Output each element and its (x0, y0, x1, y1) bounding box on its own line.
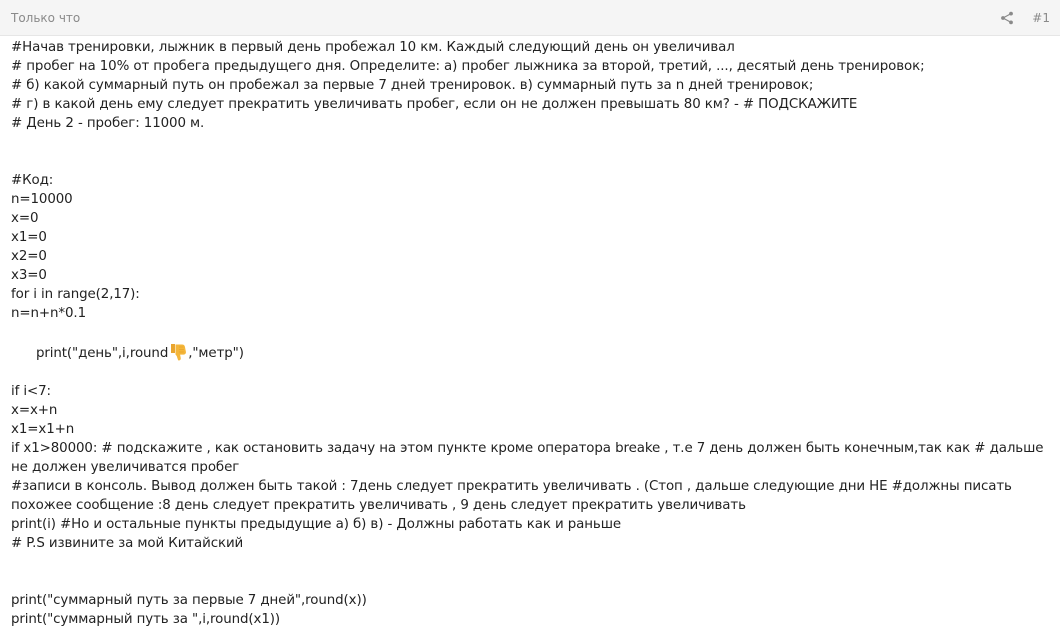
post-line: x=x+n (11, 403, 58, 418)
print-line-end: ,"метр") (188, 346, 244, 361)
post-line: # P.S извините за мой Китайский (11, 536, 244, 551)
post-line: # День 2 - пробег: 11000 м. (11, 116, 205, 131)
post-line: print(i) #Но и остальные пункты предыдущие а) б) в) - Должны работать как и раньше (11, 517, 621, 532)
post-line-print (11, 323, 1049, 382)
post-line: # г) в какой день ему следует прекратить увеличивать пробег, если он не должен превышать 80 км? - # ПОДСКАЖИТЕ (11, 97, 858, 112)
post-text-block (11, 38, 1049, 323)
post-line: x2=0 (11, 249, 47, 264)
post-line: n=n+n*0.1 (11, 306, 86, 321)
thumbs-down-icon (169, 342, 187, 362)
post-line (11, 152, 1049, 171)
post-line: #записи в консоль. Вывод должен быть такой : 7день следует прекратить увеличивать . (Стоп , дальше следующие дни НЕ #должны писать похожее сообщение :8 день следует прекратить увеличивать , 9 день следует прекратить увеличивать (11, 479, 1016, 513)
post-line: print("суммарный путь за ",i,round(x1)) (11, 612, 281, 627)
post-line: x3=0 (11, 268, 47, 283)
post-line: #Код: (11, 173, 54, 188)
post-line (11, 572, 1049, 591)
post-line: if x1>80000: # подскажите , как остановить задачу на этом пункте кроме оператора breake , т.е 7 день должен быть конечным,так как # дальше не должен увеличиватся пробег (11, 441, 1048, 475)
post-line: for i in range(2,17): (11, 287, 140, 302)
post-header (0, 0, 1060, 36)
post-body (0, 36, 1060, 629)
post-line: #Начав тренировки, лыжник в первый день пробежал 10 км. Каждый следующий день он увеличивал (11, 40, 735, 55)
post-line (11, 553, 1049, 572)
post-timestamp: Только что (11, 10, 81, 25)
post-text-block-2 (11, 382, 1049, 629)
post-line: x1=x1+n (11, 422, 75, 437)
post-number-link[interactable]: #1 (1032, 10, 1050, 25)
post-header-actions (1000, 11, 1050, 25)
post-line: x1=0 (11, 230, 47, 245)
share-icon[interactable] (1000, 11, 1014, 25)
post-line: x=0 (11, 211, 39, 226)
post-line: n=10000 (11, 192, 73, 207)
post-line: print("суммарный путь за первые 7 дней",round(x)) (11, 593, 367, 608)
print-line-start: print("день",i,round (35, 346, 169, 361)
post-line: # б) какой суммарный путь он пробежал за первые 7 дней тренировок. в) суммарный путь за n дней тренировок; (11, 78, 814, 93)
post-line: # пробег на 10% от пробега предыдущего дня. Определите: а) пробег лыжника за второй, третий, ..., десятый день тренировок; (11, 59, 925, 74)
post-line (11, 133, 1049, 152)
post-line: if i<7: (11, 384, 51, 399)
